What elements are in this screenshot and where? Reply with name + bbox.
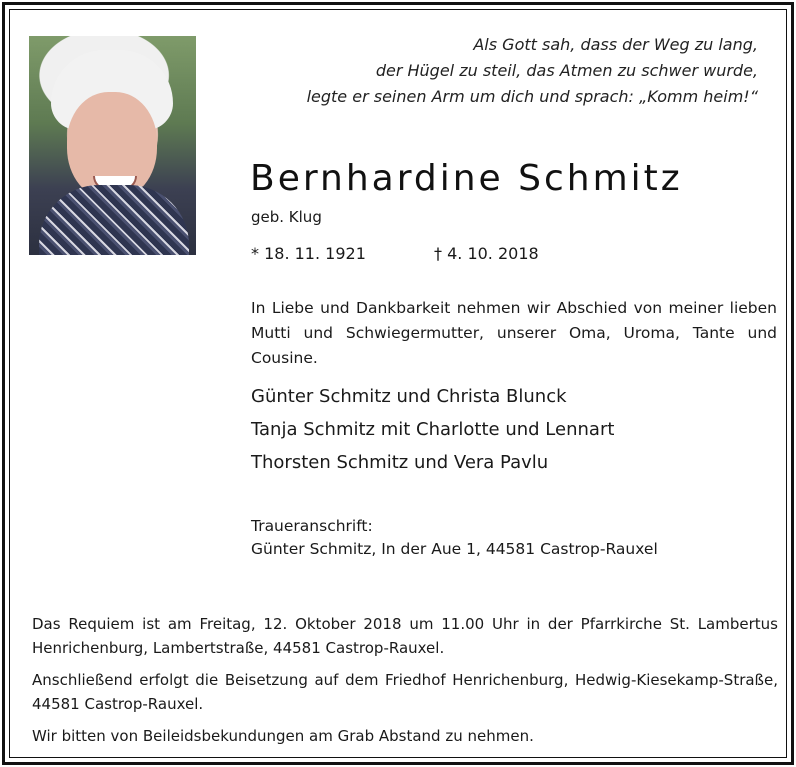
condolence-request: Wir bitten von Beileidsbekundungen am Grab Abstand zu nehmen.	[32, 727, 534, 745]
inner-border	[9, 9, 787, 758]
birth-date: * 18. 11. 1921	[251, 244, 366, 263]
deceased-name: Bernhardine Schmitz	[250, 158, 683, 199]
portrait-photo	[29, 36, 196, 255]
portrait-clothing	[39, 185, 189, 255]
quote-line-2: der Hügel zu steil, das Atmen zu schwer wurde,	[375, 61, 758, 80]
mourners-list	[251, 380, 614, 479]
death-date: † 4. 10. 2018	[434, 244, 539, 263]
burial-info: Anschließend erfolgt die Beisetzung auf dem Friedhof Henrichenburg, Hedwig-Kiesekamp-Straße, 44581 Castrop-Rauxel.	[32, 671, 778, 713]
address-label: Traueranschrift:	[251, 517, 373, 535]
mourning-address: Günter Schmitz, In der Aue 1, 44581 Castrop-Rauxel	[251, 540, 658, 558]
farewell-text: In Liebe und Dankbarkeit nehmen wir Abschied von meiner lieben Mutti und Schwiegermutter, unserer Oma, Uroma, Tante und Cousine.	[251, 299, 777, 367]
quote-line-3: legte er seinen Arm um dich und sprach: „Komm heim!“	[306, 87, 758, 106]
outer-border	[2, 2, 794, 765]
maiden-name: geb. Klug	[251, 208, 322, 226]
poem-quote	[238, 32, 758, 110]
service-info	[32, 612, 778, 756]
mourner-line: Günter Schmitz und Christa Blunck	[251, 386, 567, 407]
quote-line-1: Als Gott sah, dass der Weg zu lang,	[473, 35, 758, 54]
mourner-line: Thorsten Schmitz und Vera Pavlu	[251, 452, 549, 473]
requiem-info: Das Requiem ist am Freitag, 12. Oktober 2018 um 11.00 Uhr in der Pfarrkirche St. Lambertus Henrichenburg, Lambertstraße, 44581 Castrop-Rauxel.	[32, 615, 778, 657]
mourner-line: Tanja Schmitz mit Charlotte und Lennart	[251, 419, 615, 440]
